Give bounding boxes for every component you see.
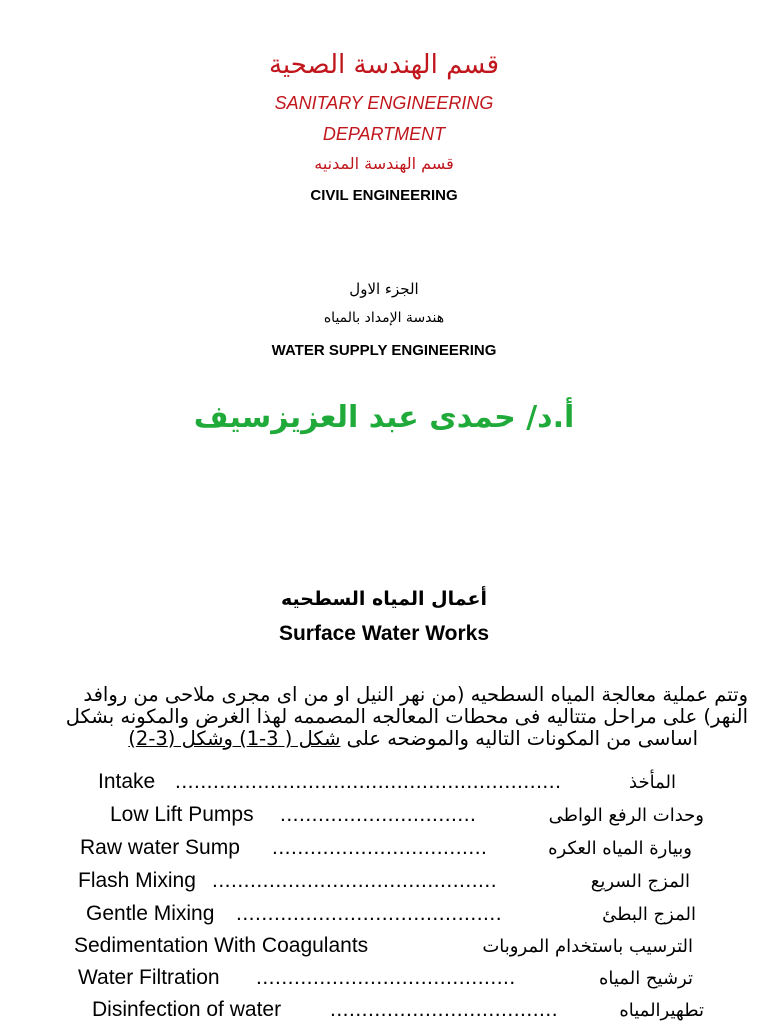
component-ar: تطهيرالمياه <box>619 1000 704 1021</box>
civil-department-arabic: قسم الهندسة المدنيه <box>314 154 454 173</box>
component-en: Water Filtration <box>78 966 220 989</box>
department-title-english-line2: DEPARTMENT <box>322 124 446 144</box>
component-en: Low Lift Pumps <box>110 803 254 826</box>
list-item <box>0 770 768 802</box>
leader-dots: ............................... <box>280 803 477 826</box>
leader-dots: .......................................... <box>236 902 503 925</box>
author-name: أ.د/ حمدى عبد العزيزسيف <box>193 400 575 435</box>
list-item <box>0 869 768 901</box>
paragraph-line-3-text: اساسى من المكونات التاليه والموضحه على <box>340 728 698 750</box>
component-en: Sedimentation With Coagulants <box>74 934 369 957</box>
leader-dots: ............................................................. <box>175 770 562 793</box>
paragraph-line-1: وتتم عملية معالجة المياه السطحيه (من نهر النيل او من اى مجرى ملاحى من روافد <box>83 684 748 706</box>
list-item <box>0 902 768 934</box>
component-en: Intake <box>98 770 156 793</box>
water-supply-title-english: WATER SUPPLY ENGINEERING <box>271 342 497 359</box>
component-ar: ترشيح المياه <box>598 968 693 989</box>
paragraph-line-3 <box>22 728 748 750</box>
leader-dots: ............................................. <box>212 869 498 892</box>
paragraph-line-2: النهر) على مراحل متتاليه فى محطات المعالجه المصممه لهذا الغرض والمكونه بشكل <box>65 706 748 728</box>
leader-dots: ......................................... <box>256 966 516 989</box>
figure-reference-link: شكل ( 3-1) وشكل (3-2) <box>128 728 341 750</box>
component-ar: المزج السريع <box>590 871 690 892</box>
part-label-arabic: الجزء الاول <box>349 280 419 298</box>
intro-paragraph <box>22 684 748 750</box>
civil-department-english: CIVIL ENGINEERING <box>310 187 458 204</box>
leader-dots: .................................. <box>272 836 488 859</box>
leader-dots: .................................... <box>330 998 559 1021</box>
component-ar: المزج البطئ <box>602 904 696 925</box>
component-ar: الترسيب باستخدام المروبات <box>482 936 693 957</box>
component-en: Flash Mixing <box>78 869 196 892</box>
list-item <box>0 836 768 868</box>
component-ar: وحدات الرفع الواطى <box>548 805 704 826</box>
list-item <box>0 998 768 1030</box>
department-title-arabic: قسم الهندسة الصحية <box>268 50 500 80</box>
department-title-english-line1: SANITARY ENGINEERING <box>274 93 494 113</box>
section-heading-arabic: أعمال المياه السطحيه <box>280 588 488 610</box>
component-en: Gentle Mixing <box>86 902 215 925</box>
section-heading-english: Surface Water Works <box>278 622 490 645</box>
list-item <box>0 966 768 998</box>
component-ar: وبيارة المياه العكره <box>548 838 692 859</box>
component-en: Raw water Sump <box>80 836 240 859</box>
water-supply-title-arabic: هندسة الإمداد بالمياه <box>323 310 445 326</box>
list-item <box>0 934 768 966</box>
component-ar: المأخذ <box>629 772 676 793</box>
list-item <box>0 803 768 835</box>
component-en: Disinfection of water <box>92 998 282 1021</box>
